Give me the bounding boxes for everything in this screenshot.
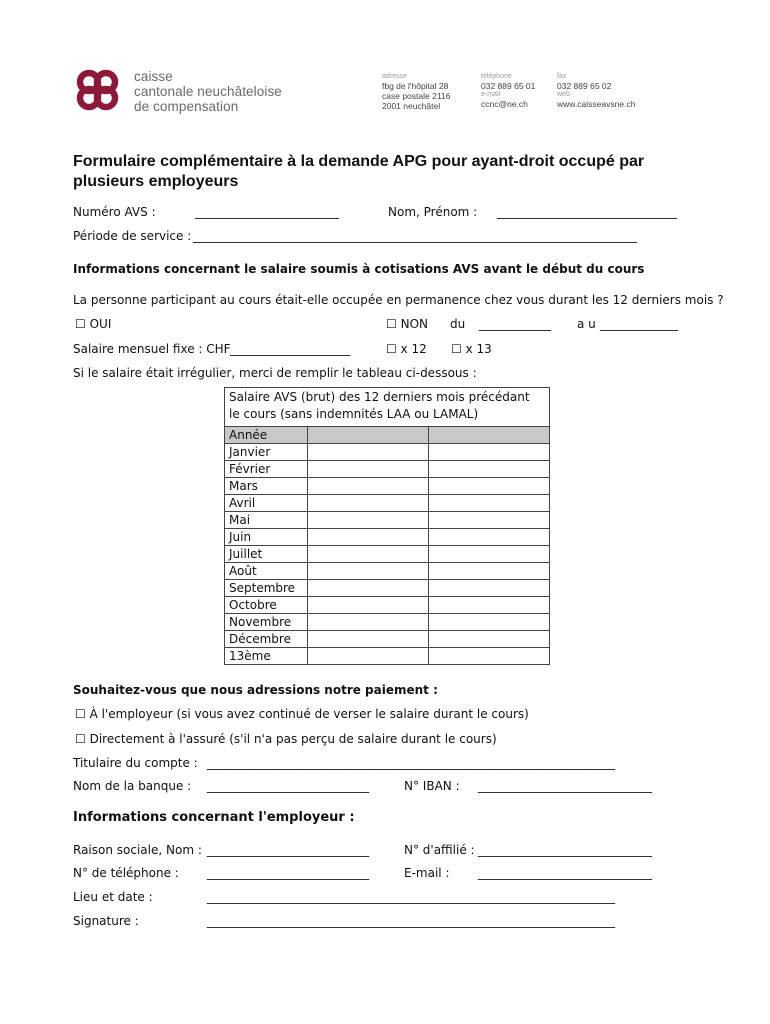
month-salary-cell-2[interactable] <box>429 495 550 512</box>
email-value: ccnc@ne.ch <box>481 99 528 109</box>
month-salary-cell-2[interactable] <box>429 529 550 546</box>
month-label: Janvier <box>225 444 308 461</box>
table-row <box>225 614 550 631</box>
month-salary-cell-1[interactable] <box>308 614 429 631</box>
table-row <box>225 478 550 495</box>
phone-block <box>481 73 535 109</box>
month-salary-cell-1[interactable] <box>308 529 429 546</box>
address-line2: case postale 2116 <box>382 91 451 101</box>
month-label: Février <box>225 461 308 478</box>
month-salary-cell-1[interactable] <box>308 631 429 648</box>
month-salary-cell-1[interactable] <box>308 580 429 597</box>
month-salary-cell-2[interactable] <box>429 580 550 597</box>
employer-email-label: E-mail : <box>404 866 450 880</box>
table-row <box>225 631 550 648</box>
address-line1: fbg de l'hôpital 28 <box>382 81 449 91</box>
form-title-line2: plusieurs employeurs <box>73 173 239 190</box>
account-holder-field[interactable]: ____________________________________________________________________ <box>207 756 615 770</box>
form-title <box>73 152 644 192</box>
non-option[interactable] <box>386 317 428 331</box>
year-cell-2[interactable] <box>429 427 550 444</box>
month-label: 13ème <box>225 648 308 665</box>
table-row <box>225 461 550 478</box>
employer-phone-field[interactable]: ___________________________ <box>207 866 369 880</box>
month-label: Décembre <box>225 631 308 648</box>
table-row <box>225 546 550 563</box>
month-salary-cell-2[interactable] <box>429 512 550 529</box>
au-field[interactable]: _____________ <box>600 317 678 331</box>
employer-email-field[interactable]: _____________________________ <box>478 866 652 880</box>
year-cell-1[interactable] <box>308 427 429 444</box>
affiliate-number-field[interactable]: _____________________________ <box>478 843 652 857</box>
month-label: Octobre <box>225 597 308 614</box>
table-header-text: Salaire AVS (brut) des 12 derniers mois précédant le cours (sans indemnités LAA ou LAMAL) <box>229 390 530 421</box>
year-label: Année <box>225 427 308 444</box>
month-label: Novembre <box>225 614 308 631</box>
pay-insured-checkbox[interactable]: ☐ <box>75 732 86 746</box>
fax-block <box>557 73 635 109</box>
month-salary-cell-2[interactable] <box>429 444 550 461</box>
bank-name-field[interactable]: ___________________________ <box>207 779 369 793</box>
month-label: Avril <box>225 495 308 512</box>
phone-label: téléphone <box>481 73 512 80</box>
x13-label: x 13 <box>465 342 492 356</box>
pay-insured-option[interactable] <box>75 732 497 746</box>
org-name-line3: de compensation <box>134 99 239 114</box>
month-label: Septembre <box>225 580 308 597</box>
iban-label: N° IBAN : <box>404 779 460 793</box>
fixed-salary-label: Salaire mensuel fixe : CHF <box>73 342 231 356</box>
iban-field[interactable]: _____________________________ <box>478 779 652 793</box>
month-salary-cell-1[interactable] <box>308 648 429 665</box>
web-label: web <box>557 91 570 98</box>
table-row <box>225 512 550 529</box>
employer-section-title: Informations concernant l'employeur : <box>73 810 355 825</box>
place-date-field[interactable]: ____________________________________________________________________ <box>207 890 615 904</box>
month-salary-cell-2[interactable] <box>429 614 550 631</box>
pay-employer-checkbox[interactable]: ☐ <box>75 707 86 721</box>
payment-section-title: Souhaitez-vous que nous adressions notre paiement : <box>73 683 438 697</box>
org-name-line2: cantonale neuchâteloise <box>134 84 282 99</box>
pay-insured-label: Directement à l'assuré (s'il n'a pas perçu de salaire durant le cours) <box>89 732 497 746</box>
avs-field[interactable]: ________________________ <box>195 205 339 219</box>
month-salary-cell-1[interactable] <box>308 546 429 563</box>
organization-logo <box>72 66 124 114</box>
signature-label: Signature : <box>73 914 139 928</box>
month-salary-cell-1[interactable] <box>308 444 429 461</box>
x13-checkbox[interactable]: ☐ <box>451 342 462 356</box>
month-salary-cell-2[interactable] <box>429 478 550 495</box>
x12-option[interactable] <box>386 342 427 356</box>
place-date-label: Lieu et date : <box>73 890 153 904</box>
address-line3: 2001 neuchâtel <box>382 101 441 111</box>
oui-checkbox[interactable]: ☐ <box>75 317 86 331</box>
fax-label: fax <box>557 73 567 80</box>
phone-value: 032 889 65 01 <box>481 81 536 91</box>
du-field[interactable]: ____________ <box>479 317 551 331</box>
pay-employer-label: À l'employeur (si vous avez continué de verser le salaire durant le cours) <box>89 707 529 721</box>
month-salary-cell-2[interactable] <box>429 597 550 614</box>
month-label: Août <box>225 563 308 580</box>
salary-table <box>224 387 550 665</box>
table-row <box>225 597 550 614</box>
company-name-field[interactable]: ___________________________ <box>207 843 369 857</box>
month-salary-cell-2[interactable] <box>429 648 550 665</box>
fixed-salary-field[interactable]: ____________________ <box>230 342 350 356</box>
web-value: www.caisseavsne.ch <box>557 99 636 109</box>
month-salary-cell-1[interactable] <box>308 478 429 495</box>
fax-value: 032 889 65 02 <box>557 81 612 91</box>
salary-section-title: Informations concernant le salaire soumis à cotisations AVS avant le début du cours <box>73 262 645 276</box>
table-row <box>225 444 550 461</box>
name-label: Nom, Prénom : <box>388 205 478 219</box>
org-name-line1: caisse <box>134 69 173 84</box>
month-label: Juin <box>225 529 308 546</box>
pay-employer-option[interactable] <box>75 707 529 721</box>
non-label: NON <box>400 317 428 331</box>
year-row <box>225 427 550 444</box>
month-salary-cell-2[interactable] <box>429 546 550 563</box>
table-header <box>225 388 550 427</box>
month-label: Juillet <box>225 546 308 563</box>
bank-name-label: Nom de la banque : <box>73 779 192 793</box>
company-name-label: Raison sociale, Nom : <box>73 843 202 857</box>
organization-name <box>134 69 282 114</box>
month-salary-cell-1[interactable] <box>308 563 429 580</box>
account-holder-label: Titulaire du compte : <box>73 756 198 770</box>
non-checkbox[interactable]: ☐ <box>386 317 397 331</box>
oui-option[interactable] <box>75 317 111 331</box>
address-label: adresse <box>382 73 407 80</box>
table-row <box>225 495 550 512</box>
name-field[interactable]: ______________________________ <box>497 205 677 219</box>
table-header-row <box>225 388 550 427</box>
form-title-line1: Formulaire complémentaire à la demande APG pour ayant-droit occupé par <box>73 153 645 170</box>
x12-checkbox[interactable]: ☐ <box>386 342 397 356</box>
service-period-label: Période de service : <box>73 229 192 243</box>
month-label: Mars <box>225 478 308 495</box>
table-row <box>225 648 550 665</box>
month-salary-cell-2[interactable] <box>429 461 550 478</box>
avs-label: Numéro AVS : <box>73 205 156 219</box>
month-salary-cell-2[interactable] <box>429 631 550 648</box>
employer-phone-label: N° de téléphone : <box>73 866 179 880</box>
email-label: e-mail <box>481 91 501 98</box>
month-salary-cell-1[interactable] <box>308 597 429 614</box>
au-label: a u <box>577 317 596 331</box>
employment-question: La personne participant au cours était-elle occupée en permanence chez vous durant les 12 derniers mois ? <box>73 293 724 307</box>
oui-label: OUI <box>89 317 112 331</box>
month-salary-cell-1[interactable] <box>308 495 429 512</box>
month-salary-cell-1[interactable] <box>308 512 429 529</box>
irregular-salary-note: Si le salaire était irrégulier, merci de remplir le tableau ci-dessous : <box>73 366 477 380</box>
signature-field[interactable]: ____________________________________________________________________ <box>207 914 615 928</box>
table-row <box>225 580 550 597</box>
du-label: du <box>450 317 466 331</box>
month-salary-cell-1[interactable] <box>308 461 429 478</box>
month-label: Mai <box>225 512 308 529</box>
table-row <box>225 563 550 580</box>
x13-option[interactable] <box>451 342 492 356</box>
month-salary-cell-2[interactable] <box>429 563 550 580</box>
affiliate-number-label: N° d'affilié : <box>404 843 475 857</box>
table-row <box>225 529 550 546</box>
x12-label: x 12 <box>400 342 427 356</box>
address-block <box>382 73 450 111</box>
service-period-field[interactable]: __________________________________________________________________________ <box>193 229 637 243</box>
